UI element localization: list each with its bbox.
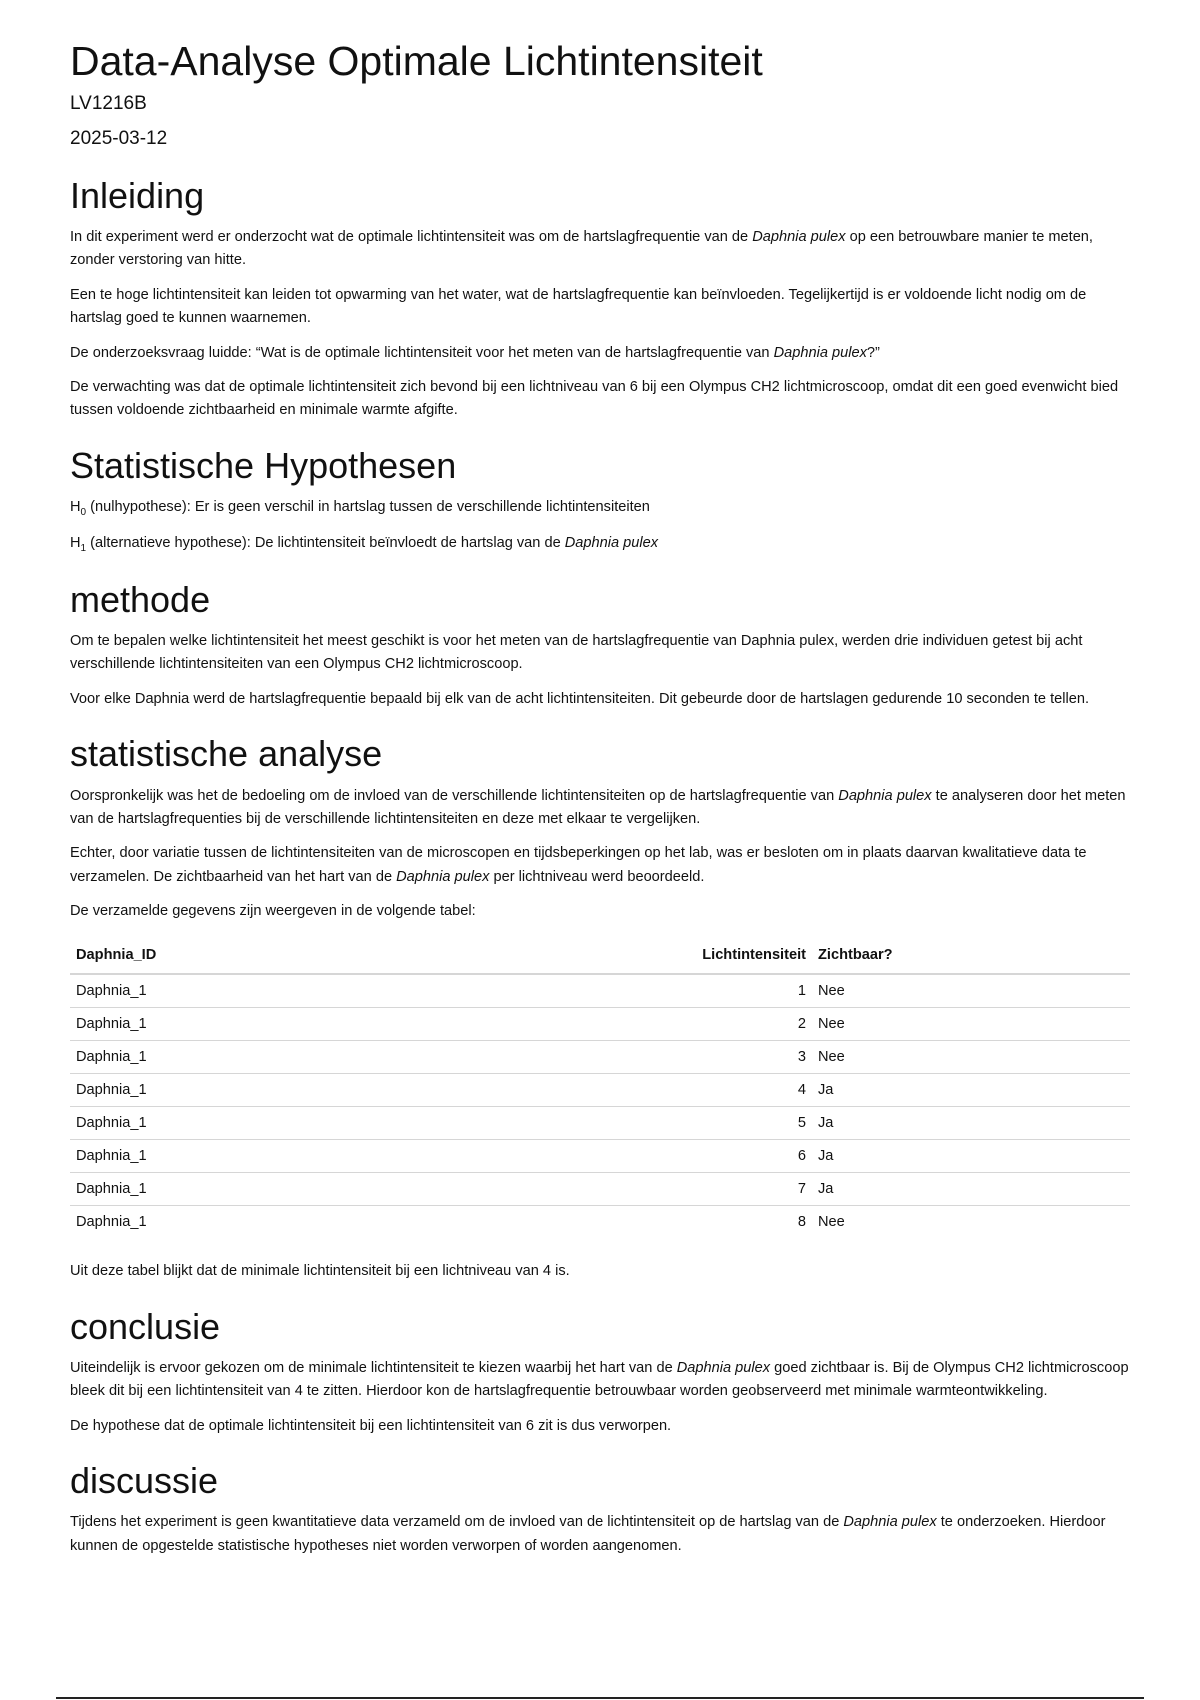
conclusie-paragraph-1: Uiteindelijk is ervoor gekozen om de minimale lichtintensiteit te kiezen waarbij het hart van de Daphnia pulex goed zichtbaar is. Bij de Olympus CH2 lichtmicroscoop bleek dit bij een lichtintensiteit van 4 te zitten. Hierdoor kon de hartslagfrequentie betrouwbaar worden geobserveerd met minimale warmteontwikkeling.: [70, 1360, 1129, 1400]
methode-paragraph-1: Om te bepalen welke lichtintensiteit het meest geschikt is voor het meten van de hartslagfrequentie van Daphnia pulex, werden drie individuen getest bij acht verschillende lichtintensiteiten van een Olympus CH2 lichtmicroscoop.: [70, 633, 1083, 673]
conclusie-paragraph-2: De hypothese dat de optimale lichtintensiteit bij een lichtintensiteit van 6 zit is dus verworpen.: [70, 1417, 672, 1434]
species-name: Daphnia pulex: [843, 1514, 937, 1531]
cell-lichtintensiteit: 4: [680, 1074, 812, 1107]
column-header-zichtbaar: Zichtbaar?: [812, 939, 1130, 974]
cell-lichtintensiteit: 6: [680, 1140, 812, 1173]
cell-id: Daphnia_1: [70, 1074, 680, 1107]
heading-discussie: discussie: [70, 1460, 219, 1502]
table-row: [70, 1173, 1130, 1206]
table-row: [70, 1206, 1130, 1239]
cell-zichtbaar: Nee: [818, 1214, 845, 1231]
heading-hypothesen: Statistische Hypothesen: [70, 444, 457, 486]
cell-lichtintensiteit: 5: [680, 1107, 812, 1140]
page-bottom-divider: [56, 1697, 1144, 1699]
cell-id: Daphnia_1: [70, 1173, 680, 1206]
cell-zichtbaar: Nee: [812, 974, 1130, 1008]
cell-zichtbaar: Ja: [812, 1173, 1130, 1206]
cell-zichtbaar: Nee: [812, 1008, 1130, 1041]
table-header-row: [70, 939, 1130, 974]
heading-inleiding: Inleiding: [70, 174, 205, 216]
species-name: Daphnia pulex: [396, 868, 490, 885]
heading-conclusie: conclusie: [70, 1305, 221, 1347]
table-row: [70, 1041, 1130, 1074]
table-row: [70, 974, 1130, 1008]
cell-lichtintensiteit: 3: [680, 1041, 812, 1074]
heading-methode: methode: [70, 578, 211, 620]
species-name: Daphnia pulex: [676, 1360, 771, 1376]
cell-zichtbaar: Nee: [812, 1041, 1130, 1074]
alternative-hypothesis: $H_1$ (alternatieve hypothese): De lichtintensiteit beïnvloedt de hartslag van de Daphnia pulex: [70, 534, 659, 554]
analyse-conclusion-line: Uit deze tabel blijkt dat de minimale lichtintensiteit bij een lichtniveau van 4 is.: [70, 1263, 570, 1280]
cell-lichtintensiteit: 7: [680, 1173, 812, 1206]
table-row: [70, 1008, 1130, 1041]
heading-analyse: statistische analyse: [70, 733, 383, 775]
column-header-id: Daphnia_ID: [70, 939, 680, 974]
analyse-paragraph-1: Oorspronkelijk was het de bedoeling om de invloed van de verschillende lichtintensiteiten op de hartslagfrequentie van Daphnia pulex te analyseren door het meten van de hartslagfrequenties bij de verschillende lichtintensiteiten en deze met elkaar te vergelijken.: [70, 787, 1126, 827]
table-row: [70, 1140, 1130, 1173]
species-name: Daphnia pulex: [564, 534, 659, 551]
table-row: [70, 1107, 1130, 1140]
species-name: Daphnia pulex: [838, 787, 932, 804]
data-table: [70, 939, 1130, 1238]
research-question: De onderzoeksvraag luidde: “Wat is de optimale lichtintensiteit voor het meten van de hartslagfrequentie van Daphnia pulex?”: [70, 344, 880, 361]
species-name: Daphnia pulex: [773, 344, 867, 361]
cell-id: Daphnia_1: [70, 1008, 680, 1041]
discussie-paragraph-1: Tijdens het experiment is geen kwantitatieve data verzameld om de invloed van de lichtintensiteit op de hartslag van de Daphnia pulex te onderzoeken. Hierdoor kunnen de opgestelde statistische hypotheses niet worden verworpen of worden aangenomen.: [70, 1514, 1106, 1554]
cell-id: Daphnia_1: [70, 974, 680, 1008]
null-hypothesis: $H_0$ (nulhypothese): Er is geen verschil in hartslag tussen de verschillende lichtintensiteiten: [70, 498, 650, 518]
document-date: 2025-03-12: [70, 127, 168, 149]
species-name: Daphnia pulex: [752, 229, 846, 246]
cell-zichtbaar: Ja: [812, 1140, 1130, 1173]
cell-id: Daphnia_1: [70, 1107, 680, 1140]
column-header-lichtintensiteit: Lichtintensiteit: [680, 939, 812, 974]
document-title: Data-Analyse Optimale Lichtintensiteit: [70, 38, 763, 84]
analyse-paragraph-3: De verzamelde gegevens zijn weergeven in de volgende tabel:: [70, 902, 476, 919]
cell-lichtintensiteit: 1: [680, 974, 812, 1008]
cell-id: Daphnia_1: [70, 1140, 680, 1173]
cell-zichtbaar: Ja: [812, 1107, 1130, 1140]
table-row: [70, 1074, 1130, 1107]
inleiding-paragraph-2: Een te hoge lichtintensiteit kan leiden tot opwarming van het water, wat de hartslagfrequentie kan beïnvloeden. Tegelijkertijd is er voldoende licht nodig om de hartslag goed te kunnen waarnemen.: [70, 286, 1087, 327]
cell-zichtbaar: Ja: [812, 1074, 1130, 1107]
expectation-paragraph: De verwachting was dat de optimale lichtintensiteit zich bevond bij een lichtniveau van 6 bij een Olympus CH2 lichtmicroscoop, omdat dit een goed evenwicht bied tussen voldoende zichtbaarheid en minimale warmte afgifte.: [70, 378, 1119, 419]
analyse-paragraph-2: Echter, door variatie tussen de lichtintensiteiten van de microscopen en tijdsbeperkingen op het lab, was er besloten om in plaats daarvan kwalitatieve data te verzamelen. De zichtbaarheid van het hart van de Daphnia pulex per lichtniveau werd beoordeeld.: [70, 845, 1087, 885]
cell-id: Daphnia_1: [70, 1041, 680, 1074]
cell-id: Daphnia_1: [76, 1214, 147, 1231]
cell-lichtintensiteit: 8: [797, 1214, 806, 1231]
document-code: LV1216B: [70, 93, 147, 115]
methode-paragraph-2: Voor elke Daphnia werd de hartslagfrequentie bepaald bij elk van de acht lichtintensiteiten. Dit gebeurde door de hartslagen gedurende 10 seconden te tellen.: [70, 690, 1090, 707]
inleiding-paragraph-1: In dit experiment werd er onderzocht wat de optimale lichtintensiteit was om de hartslagfrequentie van de Daphnia pulex op een betrouwbare manier te meten, zonder verstoring van hitte.: [70, 229, 1093, 269]
document-page: [70, 38, 1130, 1569]
cell-lichtintensiteit: 2: [680, 1008, 812, 1041]
